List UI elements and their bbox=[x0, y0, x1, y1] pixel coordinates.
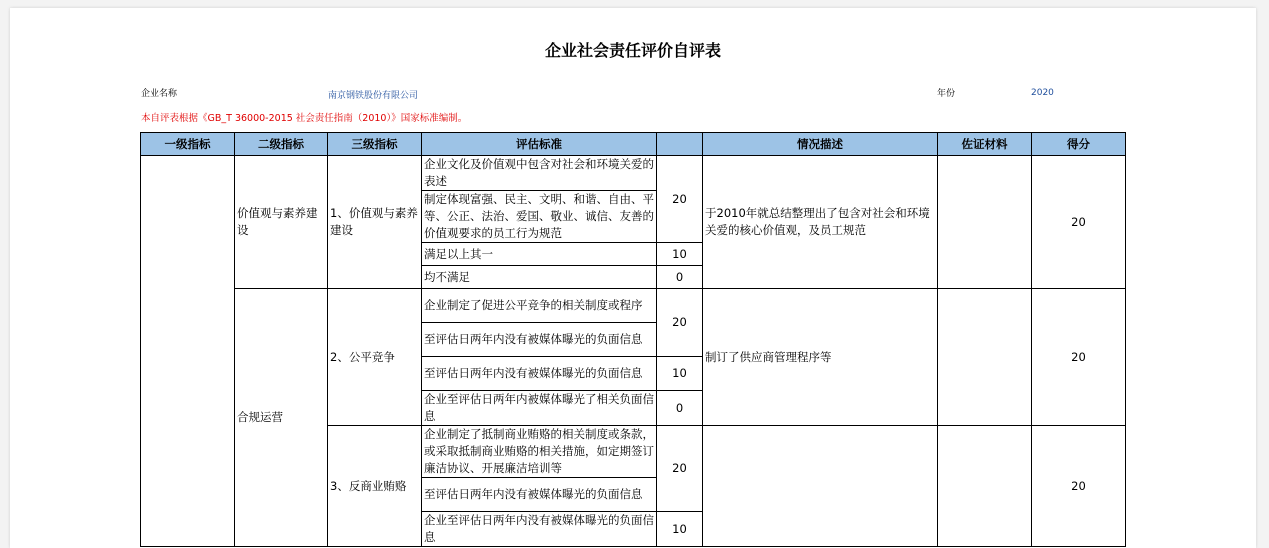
table-row bbox=[141, 156, 1126, 191]
header-level2: 二级指标 bbox=[235, 133, 328, 156]
score-cell[interactable]: 20 bbox=[1032, 156, 1126, 289]
points-cell[interactable]: 0 bbox=[657, 391, 703, 426]
header-criteria: 评估标准 bbox=[422, 133, 657, 156]
evaluation-table bbox=[140, 132, 1126, 547]
table-row bbox=[141, 289, 1126, 323]
level2-cell[interactable]: 价值观与素养建设 bbox=[235, 156, 328, 289]
criteria-cell[interactable]: 制定体现富强、民主、文明、和谐、自由、平等、公正、法治、爱国、敬业、诚信、友善的价值观要求的员工行为规范 bbox=[422, 191, 657, 243]
score-cell[interactable]: 20 bbox=[1032, 289, 1126, 426]
level1-cell[interactable] bbox=[141, 156, 235, 547]
level2-cell[interactable]: 合规运营 bbox=[235, 289, 328, 547]
points-cell[interactable]: 10 bbox=[657, 512, 703, 547]
points-cell[interactable]: 20 bbox=[657, 156, 703, 243]
criteria-cell[interactable]: 至评估日两年内没有被媒体曝光的负面信息 bbox=[422, 323, 657, 357]
score-cell[interactable]: 20 bbox=[1032, 426, 1126, 547]
company-value[interactable]: 南京钢铁股份有限公司 bbox=[328, 91, 419, 101]
description-cell[interactable] bbox=[703, 426, 938, 547]
header-points bbox=[657, 133, 703, 156]
criteria-cell[interactable]: 满足以上其一 bbox=[422, 243, 657, 266]
standard-note: 本自评表根据《GB_T 36000-2015 社会责任指南（2010）》国家标准编制。 bbox=[141, 113, 468, 124]
criteria-cell[interactable]: 至评估日两年内没有被媒体曝光的负面信息 bbox=[422, 357, 657, 391]
page-title: 企业社会责任评价自评表 bbox=[544, 41, 721, 60]
header-row bbox=[141, 133, 1126, 156]
year-label: 年份 bbox=[937, 89, 956, 99]
header-evidence: 佐证材料 bbox=[938, 133, 1032, 156]
header-description: 情况描述 bbox=[703, 133, 938, 156]
points-cell[interactable]: 10 bbox=[657, 357, 703, 391]
evidence-cell[interactable] bbox=[938, 289, 1032, 426]
criteria-cell[interactable]: 均不满足 bbox=[422, 266, 657, 289]
criteria-cell[interactable]: 企业至评估日两年内没有被媒体曝光的负面信息 bbox=[422, 512, 657, 547]
criteria-cell[interactable]: 企业制定了促进公平竞争的相关制度或程序 bbox=[422, 289, 657, 323]
points-cell[interactable]: 20 bbox=[657, 426, 703, 512]
level3-cell[interactable]: 2、公平竞争 bbox=[328, 289, 422, 426]
points-cell[interactable]: 20 bbox=[657, 289, 703, 357]
level3-cell[interactable]: 3、反商业贿赂 bbox=[328, 426, 422, 547]
evidence-cell[interactable] bbox=[938, 156, 1032, 289]
description-cell[interactable]: 制订了供应商管理程序等 bbox=[703, 289, 938, 426]
points-cell[interactable]: 10 bbox=[657, 243, 703, 266]
evidence-cell[interactable] bbox=[938, 426, 1032, 547]
level3-cell[interactable]: 1、价值观与素养建设 bbox=[328, 156, 422, 289]
points-cell[interactable]: 0 bbox=[657, 266, 703, 289]
header-level3: 三级指标 bbox=[328, 133, 422, 156]
year-value[interactable]: 2020 bbox=[1031, 88, 1054, 98]
criteria-cell[interactable]: 企业制定了抵制商业贿赂的相关制度或条款，或采取抵制商业贿赂的相关措施，如定期签订廉洁协议、开展廉洁培训等 bbox=[422, 426, 657, 478]
description-cell[interactable]: 于2010年就总结整理出了包含对社会和环境关爱的核心价值观，及员工规范 bbox=[703, 156, 938, 289]
criteria-cell[interactable]: 至评估日两年内没有被媒体曝光的负面信息 bbox=[422, 478, 657, 512]
header-level1: 一级指标 bbox=[141, 133, 235, 156]
header-score: 得分 bbox=[1032, 133, 1126, 156]
criteria-cell[interactable]: 企业至评估日两年内被媒体曝光了相关负面信息 bbox=[422, 391, 657, 426]
criteria-cell[interactable]: 企业文化及价值观中包含对社会和环境关爱的表述 bbox=[422, 156, 657, 191]
company-label: 企业名称 bbox=[141, 89, 178, 99]
